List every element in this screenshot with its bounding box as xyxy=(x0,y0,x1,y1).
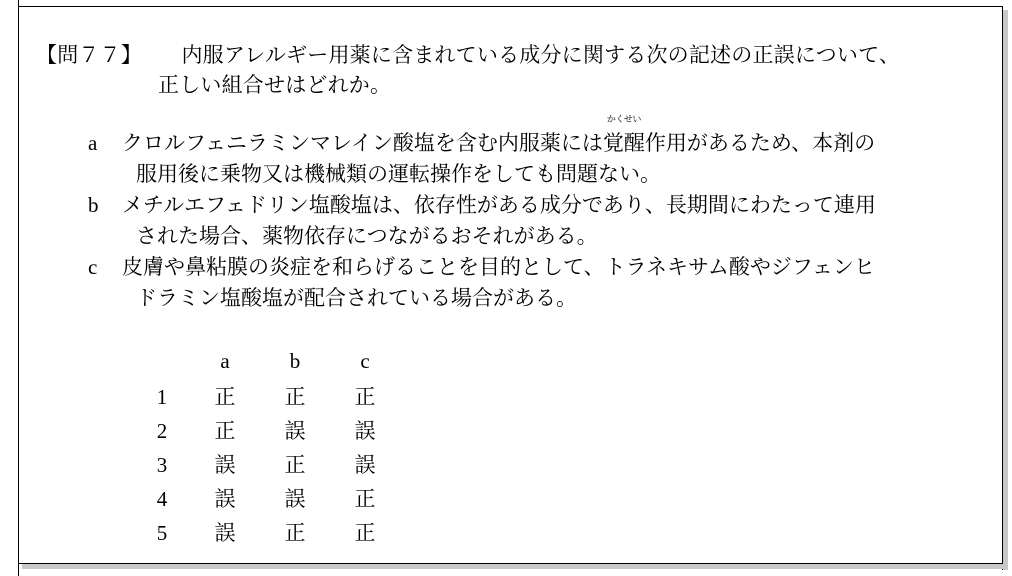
answer-row-2-c: 誤 xyxy=(354,419,376,443)
answer-header-a: a xyxy=(220,349,230,373)
answer-row-4-c: 正 xyxy=(354,487,376,511)
answer-row-2-b: 誤 xyxy=(284,419,306,443)
statement-a-line2: 服用後に乗物又は機械類の運転操作をしても問題ない。 xyxy=(136,162,661,186)
answer-row-4-number: 4 xyxy=(156,487,168,511)
answer-row-3-number: 3 xyxy=(156,453,168,477)
answer-row-2-number: 2 xyxy=(156,419,168,443)
table-row xyxy=(134,414,400,448)
statement-a-body xyxy=(36,114,986,190)
statement-a-ruby xyxy=(602,114,645,159)
question-heading-line-2 xyxy=(36,70,986,100)
statement-a-ruby-base: 覚醒 xyxy=(602,131,645,155)
answer-header-b: b xyxy=(289,349,301,373)
statement-a-line1-post: 作用があるため、本剤の xyxy=(644,131,876,155)
statement-c-line1: 皮膚や鼻粘膜の炎症を和らげることを目的として、トラネキサム酸やジフェンヒ xyxy=(122,255,875,279)
table-row xyxy=(134,448,400,482)
answer-row-4-a: 誤 xyxy=(214,487,236,511)
question-text-line-1: 内服アレルギー用薬に含まれている成分に関する次の記述の正誤について、 xyxy=(181,43,901,67)
page-border-left xyxy=(18,0,19,576)
answer-header-c: c xyxy=(360,349,370,373)
answer-row-1-c: 正 xyxy=(354,385,376,409)
answer-row-3-c: 誤 xyxy=(354,453,376,477)
question-text-line-2: 正しい組合せはどれか。 xyxy=(158,73,392,97)
answer-row-3-b: 正 xyxy=(284,453,306,477)
document-content xyxy=(36,32,986,550)
answer-row-5-number: 5 xyxy=(156,521,168,545)
answer-row-5-b: 正 xyxy=(284,521,306,545)
statement-c-label: c xyxy=(88,255,98,279)
statement-c-body xyxy=(36,252,986,314)
statement-b-line2: された場合、薬物依存につながるおそれがある。 xyxy=(136,224,598,248)
statement-a-ruby-text: かくせい xyxy=(606,114,641,124)
statement-list xyxy=(36,114,986,314)
statement-a-line1-pre: クロルフェニラミンマレイン酸塩を含む内服薬には xyxy=(122,131,603,155)
answer-row-5-c: 正 xyxy=(354,521,376,545)
page-shadow-bottom xyxy=(22,564,1008,569)
answer-row-1-b: 正 xyxy=(284,385,306,409)
statement-c xyxy=(36,252,986,314)
statement-c-line2: ドラミン塩酸塩が配合されている場合がある。 xyxy=(136,286,577,310)
question-heading-line-1 xyxy=(36,40,986,70)
answer-row-2-a: 正 xyxy=(214,419,236,443)
statement-b-line1: メチルエフェドリン塩酸塩は、依存性がある成分であり、長期間にわたって連用 xyxy=(122,193,876,217)
statement-b xyxy=(36,190,986,252)
answer-row-3-a: 誤 xyxy=(214,453,236,477)
table-row xyxy=(134,482,400,516)
answer-row-5-a: 誤 xyxy=(214,521,236,545)
answer-header-blank xyxy=(134,344,190,380)
answer-table-header-row xyxy=(134,344,400,380)
page-shadow-right xyxy=(1003,10,1008,570)
statement-a xyxy=(36,114,986,190)
table-row xyxy=(134,516,400,550)
statement-b-label: b xyxy=(88,193,99,217)
answer-row-1-number: 1 xyxy=(156,385,168,409)
answer-row-1-a: 正 xyxy=(214,385,236,409)
statement-a-label: a xyxy=(88,131,98,155)
question-number: 【問７７】 xyxy=(36,43,142,67)
statement-b-body xyxy=(36,190,986,252)
table-row xyxy=(134,380,400,414)
answer-row-4-b: 誤 xyxy=(284,487,306,511)
answer-options-table xyxy=(134,344,400,550)
page-border-top xyxy=(18,6,1003,7)
